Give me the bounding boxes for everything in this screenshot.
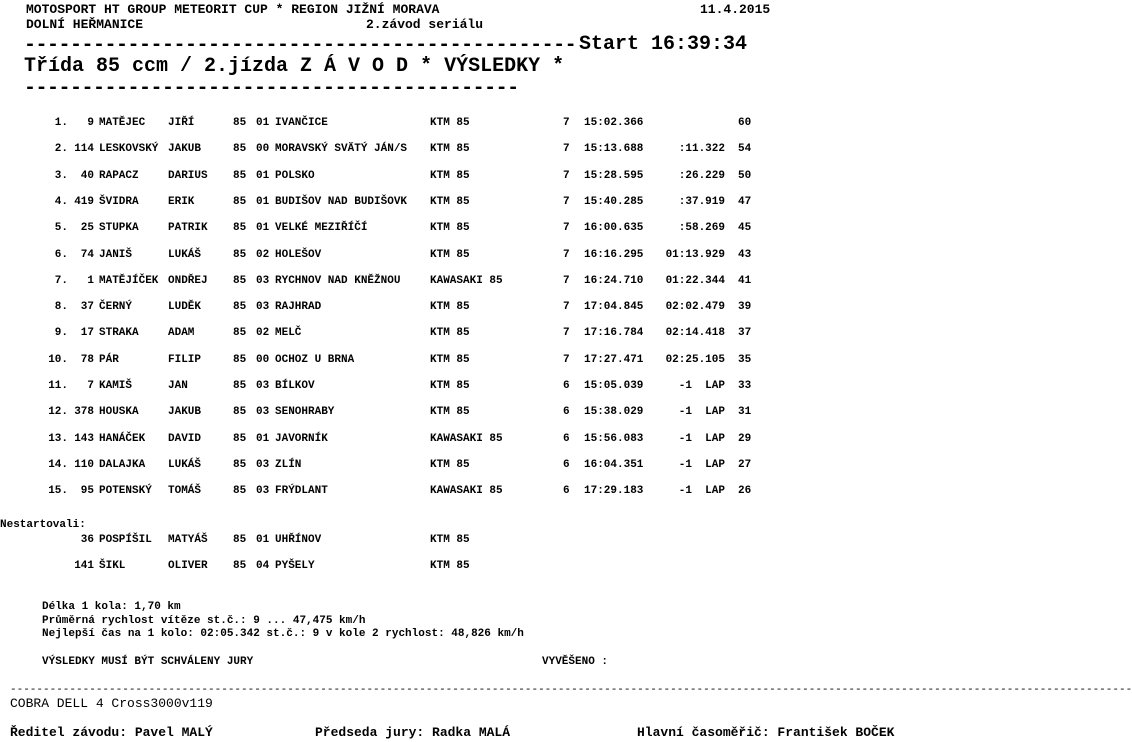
event-title: MOTOSPORT HT GROUP METEORIT CUP * REGION JIŽNÍ MORAVA (26, 2, 440, 17)
result-time: 16:00.635 (584, 222, 644, 235)
result-club: JAVORNÍK (275, 432, 328, 445)
result-year: 01 (256, 117, 270, 129)
result-time: 16:04.351 (584, 458, 644, 471)
result-gap: -1 LAP (678, 432, 725, 445)
result-laps: 6 (563, 458, 570, 471)
result-laps: 6 (563, 406, 570, 419)
result-gap: :26.229 (678, 169, 725, 182)
dns-label: Nestartovali: (0, 519, 86, 531)
result-bike: KTM 85 (430, 458, 470, 471)
dns-club: UHŘÍNOV (275, 534, 322, 546)
result-club: MELČ (275, 327, 302, 340)
result-year: 00 (256, 143, 270, 156)
result-class: 85 (233, 301, 247, 314)
result-firstname: ONDŘEJ (168, 274, 208, 287)
approval-note: VÝSLEDKY MUSÍ BÝT SCHVÁLENY JURY (42, 656, 254, 668)
result-start-number: 25 (80, 222, 94, 235)
result-surname: STRAKA (99, 327, 139, 340)
result-firstname: FILIP (168, 353, 202, 366)
result-surname: RAPACZ (99, 169, 139, 182)
result-surname: LESKOVSKÝ (99, 143, 159, 156)
result-firstname: JIŘÍ (168, 117, 195, 129)
software-label: COBRA DELL 4 Cross3000v119 (10, 696, 213, 711)
result-firstname: LUKÁŠ (168, 458, 202, 471)
result-start-number: 378 (74, 406, 94, 419)
result-laps: 7 (563, 248, 570, 261)
dns-surname: ŠIKL (99, 560, 126, 572)
result-gap: -1 LAP (678, 458, 725, 471)
result-row (0, 484, 960, 498)
result-position: 3. (54, 169, 68, 182)
result-start-number: 114 (74, 143, 94, 156)
result-points: 37 (738, 327, 752, 340)
result-firstname: JAN (168, 380, 188, 392)
header-divider-bottom: ------------------------------------------- (24, 77, 519, 100)
result-row (0, 195, 960, 209)
result-year: 02 (256, 248, 270, 261)
result-surname: HOUSKA (99, 406, 139, 419)
result-row (0, 458, 960, 472)
result-start-number: 95 (80, 485, 94, 498)
dns-row (0, 533, 960, 547)
result-laps: 6 (563, 432, 570, 445)
dns-firstname: OLIVER (168, 560, 208, 572)
result-start-number: 37 (80, 301, 94, 314)
result-laps: 7 (563, 327, 570, 340)
result-club: IVANČICE (275, 117, 328, 129)
result-class: 85 (233, 353, 247, 366)
header-divider-top: ------------------------------------------------ (24, 34, 577, 57)
result-gap: -1 LAP (678, 380, 725, 392)
result-year: 02 (256, 327, 270, 340)
result-gap: 02:14.418 (665, 327, 725, 340)
result-firstname: JAKUB (168, 406, 202, 419)
event-round: 2.závod seriálu (366, 17, 484, 32)
result-laps: 7 (563, 222, 570, 235)
result-class: 85 (233, 458, 247, 471)
result-gap: 02:25.105 (665, 353, 725, 366)
result-row (0, 142, 960, 156)
result-surname: HANÁČEK (99, 432, 146, 445)
footer-divider: -------------------------------------------------------------------------------------------------------------------------------------------------------------------------- (10, 684, 1132, 696)
result-bike: KTM 85 (430, 301, 470, 314)
result-row (0, 116, 960, 130)
result-club: HOLEŠOV (275, 248, 322, 261)
result-position: 13. (48, 432, 68, 445)
result-laps: 7 (563, 353, 570, 366)
result-start-number: 9 (87, 117, 94, 129)
result-time: 15:38.029 (584, 406, 644, 419)
result-points: 54 (738, 143, 752, 156)
result-position: 5. (54, 222, 68, 235)
result-start-number: 17 (80, 327, 94, 340)
result-laps: 6 (563, 380, 570, 392)
result-row (0, 353, 960, 367)
result-year: 03 (256, 406, 270, 419)
result-year: 01 (256, 195, 270, 208)
result-club: RAJHRAD (275, 301, 322, 314)
result-row (0, 405, 960, 419)
result-firstname: LUKÁŠ (168, 248, 202, 261)
result-start-number: 40 (80, 169, 94, 182)
result-points: 33 (738, 380, 752, 392)
result-surname: JANIŠ (99, 248, 133, 261)
result-club: BÍLKOV (275, 380, 315, 392)
result-firstname: PATRIK (168, 222, 208, 235)
result-class: 85 (233, 248, 247, 261)
result-start-number: 143 (74, 432, 94, 445)
result-row (0, 248, 960, 262)
result-club: SENOHRABY (275, 406, 335, 419)
result-year: 01 (256, 169, 270, 182)
result-club: RYCHNOV NAD KNĚŽNOU (275, 274, 401, 287)
result-time: 16:24.710 (584, 274, 644, 287)
result-position: 10. (48, 353, 68, 366)
result-position: 12. (48, 406, 68, 419)
result-laps: 7 (563, 169, 570, 182)
dns-firstname: MATYÁŠ (168, 534, 208, 546)
result-firstname: ERIK (168, 195, 195, 208)
winner-average-speed: Průměrná rychlost vítěze st.č.: 9 ... 47,475 km/h (42, 615, 366, 627)
result-gap: 01:13.929 (665, 248, 725, 261)
best-lap: Nejlepší čas na 1 kolo: 02:05.342 st.č.: 9 v kole 2 rychlost: 48,826 km/h (42, 628, 524, 640)
result-firstname: JAKUB (168, 143, 202, 156)
result-class: 85 (233, 143, 247, 156)
result-row (0, 221, 960, 235)
posted-label: VYVĚŠENO : (542, 656, 609, 668)
result-class: 85 (233, 406, 247, 419)
result-year: 03 (256, 301, 270, 314)
result-bike: KTM 85 (430, 248, 470, 261)
result-laps: 6 (563, 485, 570, 498)
result-firstname: DARIUS (168, 169, 208, 182)
result-points: 41 (738, 274, 752, 287)
result-year: 03 (256, 274, 270, 287)
result-surname: KAMIŠ (99, 380, 133, 392)
result-position: 7. (54, 274, 68, 287)
result-firstname: LUDĚK (168, 301, 202, 314)
result-surname: PÁR (99, 353, 119, 366)
result-class: 85 (233, 169, 247, 182)
result-surname: MATĚJEC (99, 117, 146, 129)
result-points: 45 (738, 222, 752, 235)
result-start-number: 74 (80, 248, 94, 261)
result-position: 14. (48, 458, 68, 471)
result-bike: KAWASAKI 85 (430, 432, 503, 445)
result-points: 50 (738, 169, 752, 182)
result-points: 35 (738, 353, 752, 366)
result-class: 85 (233, 432, 247, 445)
result-year: 01 (256, 432, 270, 445)
result-points: 43 (738, 248, 752, 261)
result-club: BUDIŠOV NAD BUDIŠOVK (275, 195, 408, 208)
result-points: 60 (738, 117, 752, 129)
result-club: FRÝDLANT (275, 485, 328, 498)
result-firstname: DAVID (168, 432, 202, 445)
result-points: 39 (738, 301, 752, 314)
result-surname: MATĚJÍČEK (99, 274, 159, 287)
result-position: 4. (54, 195, 68, 208)
result-position: 8. (54, 301, 68, 314)
result-class: 85 (233, 117, 247, 129)
result-start-number: 7 (87, 380, 94, 392)
result-class: 85 (233, 195, 247, 208)
result-surname: POTENSKÝ (99, 485, 152, 498)
lap-length: Délka 1 kola: 1,70 km (42, 601, 181, 613)
result-position: 11. (48, 380, 68, 392)
result-gap: 02:02.479 (665, 301, 725, 314)
result-time: 17:04.845 (584, 301, 644, 314)
result-laps: 7 (563, 301, 570, 314)
result-time: 17:27.471 (584, 353, 644, 366)
result-class: 85 (233, 380, 247, 392)
result-bike: KAWASAKI 85 (430, 274, 503, 287)
result-row (0, 169, 960, 183)
race-director: Ředitel závodu: Pavel MALÝ (10, 725, 213, 740)
result-bike: KTM 85 (430, 406, 470, 419)
result-row (0, 300, 960, 314)
dns-bike: KTM 85 (430, 560, 470, 572)
jury-chair: Předseda jury: Radka MALÁ (315, 725, 511, 740)
result-row (0, 379, 960, 393)
result-start-number: 110 (74, 458, 94, 471)
result-year: 00 (256, 353, 270, 366)
dns-start-number: 141 (74, 560, 94, 572)
result-bike: KAWASAKI 85 (430, 485, 503, 498)
result-points: 31 (738, 406, 752, 419)
result-club: VELKÉ MEZIŘÍČÍ (275, 222, 368, 235)
result-bike: KTM 85 (430, 222, 470, 235)
result-time: 15:02.366 (584, 117, 644, 129)
result-time: 15:56.083 (584, 432, 644, 445)
chief-timekeeper: Hlavní časoměřič: František BOČEK (637, 725, 895, 740)
dns-bike: KTM 85 (430, 534, 470, 546)
result-firstname: TOMÁŠ (168, 485, 202, 498)
result-laps: 7 (563, 195, 570, 208)
result-points: 27 (738, 458, 752, 471)
result-start-number: 78 (80, 353, 94, 366)
result-class: 85 (233, 327, 247, 340)
result-bike: KTM 85 (430, 353, 470, 366)
result-surname: ŠVIDRA (99, 195, 139, 208)
result-year: 03 (256, 380, 270, 392)
result-gap: -1 LAP (678, 406, 725, 419)
result-gap: :11.322 (678, 143, 725, 156)
dns-class: 85 (233, 534, 247, 546)
start-time: Start 16:39:34 (579, 33, 748, 56)
result-position: 1. (54, 117, 68, 129)
dns-club: PYŠELY (275, 560, 315, 572)
result-surname: STUPKA (99, 222, 139, 235)
dns-class: 85 (233, 560, 247, 572)
result-surname: ČERNÝ (99, 301, 133, 314)
dns-row (0, 559, 960, 573)
result-row (0, 326, 960, 340)
result-row (0, 432, 960, 446)
dns-year: 04 (256, 560, 270, 572)
result-time: 17:29.183 (584, 485, 644, 498)
result-time: 16:16.295 (584, 248, 644, 261)
result-club: MORAVSKÝ SVÄTÝ JÁN/S (275, 143, 408, 156)
result-bike: KTM 85 (430, 380, 470, 392)
result-club: POLSKO (275, 169, 315, 182)
result-year: 03 (256, 485, 270, 498)
result-year: 01 (256, 222, 270, 235)
result-gap: :37.919 (678, 195, 725, 208)
result-time: 17:16.784 (584, 327, 644, 340)
result-class: 85 (233, 274, 247, 287)
result-laps: 7 (563, 117, 570, 129)
result-bike: KTM 85 (430, 327, 470, 340)
result-row (0, 274, 960, 288)
result-surname: DALAJKA (99, 458, 146, 471)
event-date: 11.4.2015 (700, 2, 771, 17)
result-bike: KTM 85 (430, 195, 470, 208)
result-position: 15. (48, 485, 68, 498)
result-club: OCHOZ U BRNA (275, 353, 355, 366)
result-gap: :58.269 (678, 222, 725, 235)
result-club: ZLÍN (275, 458, 302, 471)
result-bike: KTM 85 (430, 169, 470, 182)
dns-start-number: 36 (80, 534, 94, 546)
page-title: Třída 85 ccm / 2.jízda Z Á V O D * VÝSLEDKY * (24, 55, 565, 78)
result-time: 15:05.039 (584, 380, 644, 392)
result-time: 15:28.595 (584, 169, 644, 182)
result-bike: KTM 85 (430, 143, 470, 156)
result-points: 29 (738, 432, 752, 445)
dns-year: 01 (256, 534, 270, 546)
result-firstname: ADAM (168, 327, 195, 340)
result-laps: 7 (563, 143, 570, 156)
result-gap: 01:22.344 (665, 274, 725, 287)
result-position: 2. (54, 143, 68, 156)
result-year: 03 (256, 458, 270, 471)
result-position: 9. (54, 327, 68, 340)
result-time: 15:40.285 (584, 195, 644, 208)
result-class: 85 (233, 222, 247, 235)
result-start-number: 419 (74, 195, 94, 208)
result-start-number: 1 (87, 274, 94, 287)
result-time: 15:13.688 (584, 143, 644, 156)
result-points: 26 (738, 485, 752, 498)
result-bike: KTM 85 (430, 117, 470, 129)
result-class: 85 (233, 485, 247, 498)
result-laps: 7 (563, 274, 570, 287)
result-position: 6. (54, 248, 68, 261)
dns-surname: POSPÍŠIL (99, 534, 152, 546)
event-location: DOLNÍ HEŘMANICE (26, 17, 144, 32)
result-points: 47 (738, 195, 752, 208)
result-gap: -1 LAP (678, 485, 725, 498)
